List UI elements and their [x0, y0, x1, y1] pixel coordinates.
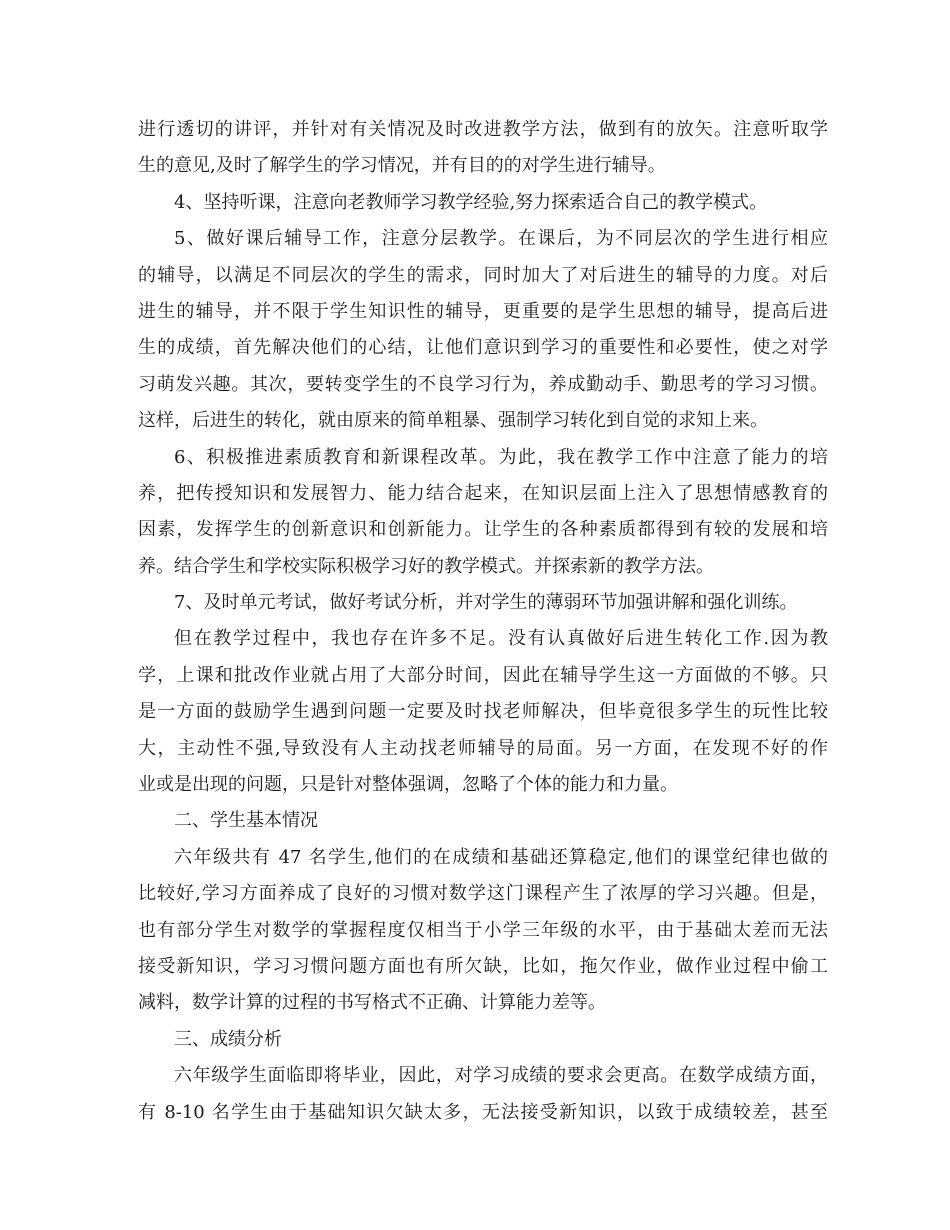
- text-line: 6、积极推进素质教育和新课程改革。为此，我在教学工作中注意了能力的培: [174, 446, 828, 468]
- document-body: [138, 112, 828, 1131]
- text-line: 有 8-10 名学生由于基础知识欠缺太多，无法接受新知识，以致于成绩较差，甚至: [138, 1101, 828, 1123]
- text-line: 是一方面的鼓励学生遇到问题一定要及时找老师解决，但毕竟很多学生的玩性比较: [138, 701, 828, 723]
- text-line: 比较好,学习方面养成了良好的习惯对数学这门课程产生了浓厚的学习兴趣。但是，: [138, 883, 828, 905]
- text-line: 的辅导，以满足不同层次的学生的需求，同时加大了对后进生的辅导的力度。对后: [138, 264, 828, 286]
- text-line: 也有部分学生对数学的掌握程度仅相当于小学三年级的水平，由于基础太差而无法: [138, 919, 828, 941]
- text-line: 减料，数学计算的过程的书写格式不正确、计算能力差等。: [138, 992, 606, 1014]
- text-line: 进生的辅导，并不限于学生知识性的辅导，更重要的是学生思想的辅导，提高后进: [138, 300, 828, 322]
- text-line: 生的意见,及时了解学生的学习情况，并有目的的对学生进行辅导。: [138, 155, 666, 177]
- text-line: 但在教学过程中，我也存在许多不足。没有认真做好后进生转化工作.因为教: [174, 628, 828, 650]
- text-line: 二、学生基本情况: [174, 810, 318, 832]
- text-line: 大，主动性不强,导致没有人主动找老师辅导的局面。另一方面，在发现不好的作: [138, 737, 828, 759]
- text-line: 养，把传授知识和发展智力、能力结合起来，在知识层面上注入了思想情感教育的: [138, 482, 828, 504]
- text-line: 接受新知识，学习习惯问题方面也有所欠缺，比如，拖欠作业，做作业过程中偷工: [138, 955, 828, 977]
- text-line: 7、及时单元考试，做好考试分析，并对学生的薄弱环节加强讲解和强化训练。: [174, 592, 798, 614]
- text-line: 六年级共有 47 名学生,他们的在成绩和基础还算稳定,他们的课堂纪律也做的: [174, 846, 828, 868]
- text-line: 生的成绩，首先解决他们的心结，让他们意识到学习的重要性和必要性，使之对学: [138, 337, 828, 359]
- text-line: 5、做好课后辅导工作，注意分层教学。在课后，为不同层次的学生进行相应: [174, 228, 828, 250]
- text-line: 进行透切的讲评，并针对有关情况及时改进教学方法，做到有的放矢。注意听取学: [138, 119, 828, 140]
- text-line: 学，上课和批改作业就占用了大部分时间，因此在辅导学生这一方面做的不够。只: [138, 664, 828, 686]
- text-line: 4、坚持听课，注意向老教师学习教学经验,努力探索适合自己的教学模式。: [174, 191, 768, 213]
- text-line: 三、成绩分析: [174, 1028, 282, 1050]
- text-line: 因素，发挥学生的创新意识和创新能力。让学生的各种素质都得到有较的发展和培: [138, 519, 828, 541]
- text-line: 习萌发兴趣。其次，要转变学生的不良学习行为，养成勤动手、勤思考的学习习惯。: [138, 373, 828, 395]
- text-line: 养。结合学生和学校实际积极学习好的教学模式。并探索新的教学方法。: [138, 555, 714, 577]
- text-line: 六年级学生面临即将毕业，因此，对学习成绩的要求会更高。在数学成绩方面，: [174, 1065, 828, 1087]
- text-line: 业或是出现的问题，只是针对整体强调，忽略了个体的能力和力量。: [138, 774, 678, 796]
- text-line: 这样，后进生的转化，就由原来的简单粗暴、强制学习转化到自觉的求知上来。: [138, 410, 768, 432]
